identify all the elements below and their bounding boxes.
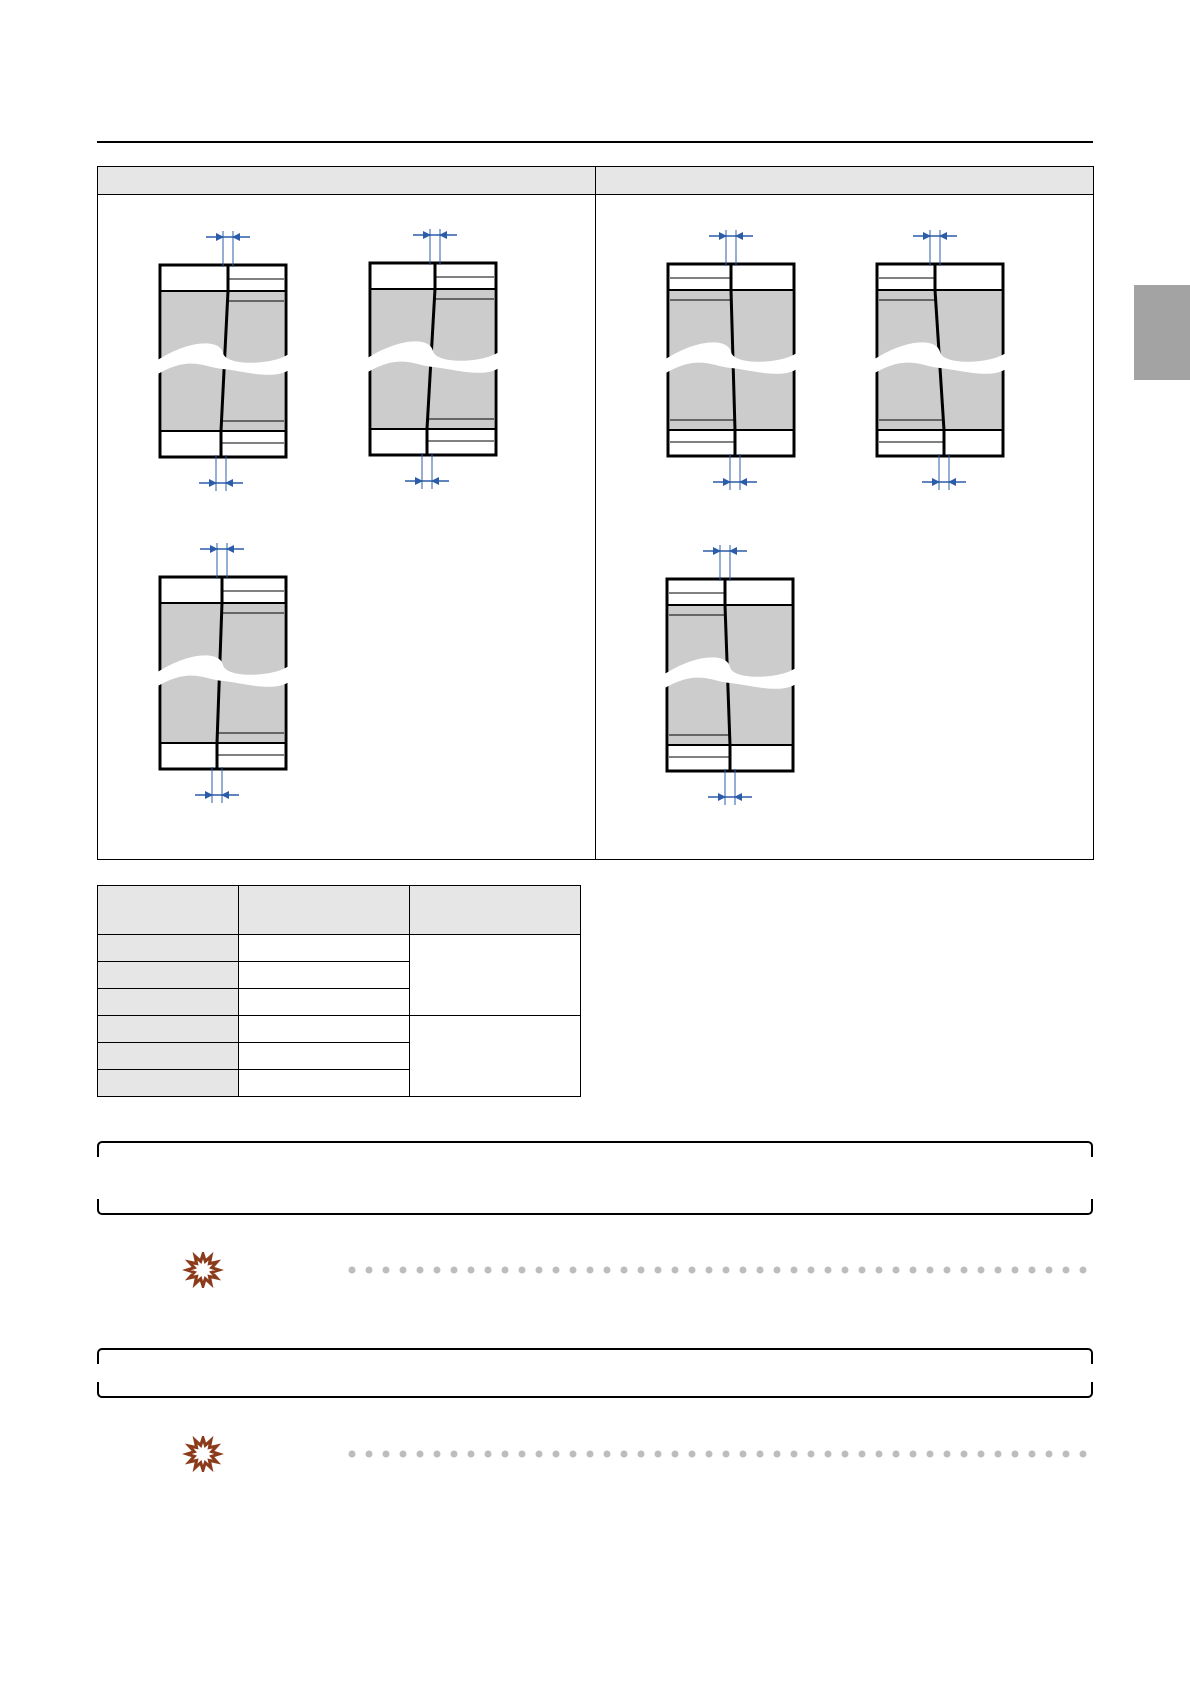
leader-dot [1046, 1451, 1053, 1458]
leader-dot [1046, 1267, 1053, 1274]
leader-dot [553, 1451, 560, 1458]
leader-dot [604, 1451, 611, 1458]
leader-dot [536, 1267, 543, 1274]
leader-dot [502, 1267, 509, 1274]
row-value [239, 989, 410, 1016]
caution-burst-icon [180, 1252, 226, 1288]
dot-leader [348, 1266, 1093, 1274]
leader-dot [808, 1267, 815, 1274]
spec-header-2 [239, 886, 410, 935]
leader-dot [791, 1451, 798, 1458]
leader-dot [638, 1267, 645, 1274]
leader-dot [451, 1451, 458, 1458]
leader-dot [672, 1451, 679, 1458]
spec-table [97, 885, 581, 1097]
leader-dot [757, 1267, 764, 1274]
leader-dot [349, 1451, 356, 1458]
leader-dot [927, 1267, 934, 1274]
leader-dot [944, 1267, 951, 1274]
leader-dot [978, 1451, 985, 1458]
leader-dot [587, 1451, 594, 1458]
leader-dot [910, 1451, 917, 1458]
leader-dot [706, 1267, 713, 1274]
leader-dot [893, 1451, 900, 1458]
row-label [98, 1016, 239, 1043]
leader-dot [485, 1451, 492, 1458]
leader-dot [723, 1267, 730, 1274]
bracket-box-1 [97, 1141, 1093, 1215]
leader-dot [570, 1267, 577, 1274]
leader-dot [587, 1267, 594, 1274]
caution-note-2 [180, 1436, 1093, 1472]
leader-dot [927, 1451, 934, 1458]
row-label [98, 1043, 239, 1070]
leader-dot [468, 1267, 475, 1274]
leader-dot [774, 1267, 781, 1274]
leader-dot [1029, 1451, 1036, 1458]
leader-dot [451, 1267, 458, 1274]
leader-dot [706, 1451, 713, 1458]
leader-dot [740, 1451, 747, 1458]
header-rule [97, 141, 1093, 143]
leader-dot [434, 1451, 441, 1458]
leader-dot [825, 1267, 832, 1274]
row-label [98, 1070, 239, 1097]
leader-dot [366, 1267, 373, 1274]
leader-dot [825, 1451, 832, 1458]
leader-dot [1080, 1267, 1087, 1274]
leader-dot [383, 1451, 390, 1458]
leader-dot [876, 1451, 883, 1458]
leader-dot [1063, 1267, 1070, 1274]
dot-leader [348, 1450, 1093, 1458]
caution-burst-icon [180, 1436, 226, 1472]
row-label [98, 935, 239, 962]
leader-dot [893, 1267, 900, 1274]
leader-dot [995, 1267, 1002, 1274]
row-value [239, 1016, 410, 1043]
leader-dot [1012, 1451, 1019, 1458]
leader-dot [417, 1267, 424, 1274]
leader-dot [621, 1267, 628, 1274]
leader-dot [808, 1451, 815, 1458]
leader-dot [655, 1267, 662, 1274]
leader-dot [995, 1451, 1002, 1458]
leader-dot [502, 1451, 509, 1458]
row-label [98, 962, 239, 989]
leader-dot [689, 1451, 696, 1458]
leader-dot [655, 1451, 662, 1458]
leader-dot [757, 1451, 764, 1458]
row-group [410, 1016, 581, 1097]
row-value [239, 1070, 410, 1097]
leader-dot [910, 1267, 917, 1274]
row-value [239, 1043, 410, 1070]
spec-header-3 [410, 886, 581, 935]
leader-dot [978, 1267, 985, 1274]
leader-dot [689, 1267, 696, 1274]
leader-dot [400, 1451, 407, 1458]
row-label [98, 989, 239, 1016]
leader-dot [961, 1451, 968, 1458]
leader-dot [774, 1451, 781, 1458]
leader-dot [859, 1267, 866, 1274]
leader-dot [740, 1267, 747, 1274]
row-value [239, 935, 410, 962]
leader-dot [553, 1267, 560, 1274]
leader-dot [1063, 1451, 1070, 1458]
leader-dot [842, 1267, 849, 1274]
leader-dot [400, 1267, 407, 1274]
leader-dot [672, 1267, 679, 1274]
leader-dot [1080, 1451, 1087, 1458]
figure-diagrams [98, 167, 1095, 861]
leader-dot [417, 1451, 424, 1458]
leader-dot [791, 1267, 798, 1274]
leader-dot [842, 1451, 849, 1458]
leader-dot [876, 1267, 883, 1274]
figure-table [97, 166, 1094, 860]
leader-dot [485, 1267, 492, 1274]
leader-dot [1012, 1267, 1019, 1274]
leader-dot [621, 1451, 628, 1458]
leader-dot [570, 1451, 577, 1458]
leader-dot [944, 1451, 951, 1458]
row-group [410, 935, 581, 1016]
leader-dot [434, 1267, 441, 1274]
table-row [98, 1016, 581, 1043]
leader-dot [519, 1267, 526, 1274]
leader-dot [961, 1267, 968, 1274]
table-row [98, 935, 581, 962]
leader-dot [638, 1451, 645, 1458]
chapter-side-tab [1134, 285, 1190, 380]
leader-dot [366, 1451, 373, 1458]
row-value [239, 962, 410, 989]
leader-dot [349, 1267, 356, 1274]
bracket-box-2 [97, 1348, 1093, 1398]
spec-table-header-row [98, 886, 581, 935]
spec-header-1 [98, 886, 239, 935]
leader-dot [859, 1451, 866, 1458]
leader-dot [536, 1451, 543, 1458]
leader-dot [604, 1267, 611, 1274]
leader-dot [468, 1451, 475, 1458]
caution-note-1 [180, 1252, 1093, 1288]
leader-dot [1029, 1267, 1036, 1274]
leader-dot [519, 1451, 526, 1458]
leader-dot [723, 1451, 730, 1458]
leader-dot [383, 1267, 390, 1274]
